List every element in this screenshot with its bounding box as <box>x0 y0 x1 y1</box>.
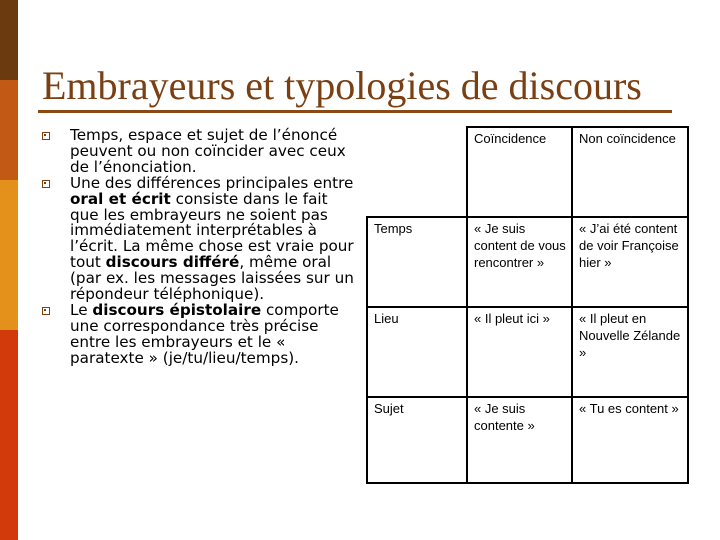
table-row-label: Sujet <box>367 397 467 483</box>
table-cell: « Il pleut en Nouvelle Zélande » <box>572 307 688 397</box>
table-cell: « Il pleut ici » <box>467 307 572 397</box>
bullet-emphasis: discours épistolaire <box>92 300 262 319</box>
bullet-list <box>42 128 354 367</box>
decorative-strip-top <box>0 0 18 80</box>
square-bullet-icon <box>42 307 50 315</box>
table-header-cell: Coïncidence <box>467 127 572 217</box>
bullet-text: Le <box>70 300 93 319</box>
bullet-item <box>42 128 354 176</box>
embrayeurs-table <box>366 126 689 484</box>
table-row <box>367 217 688 307</box>
slide-title: Embrayeurs et typologies de discours <box>42 63 642 108</box>
table-cell: « Je suis content de vous rencontrer » <box>467 217 572 307</box>
table-row-label: Temps <box>367 217 467 307</box>
table-row-label: Lieu <box>367 307 467 397</box>
table-cell: « Je suis contente » <box>467 397 572 483</box>
table-cell: « Tu es content » <box>572 397 688 483</box>
table-row <box>367 307 688 397</box>
table-cell: « J’ai été content de voir Françoise hier » <box>572 217 688 307</box>
square-bullet-icon <box>42 132 50 140</box>
decorative-strip-bottom <box>0 330 18 540</box>
table-header-cell: Non coïncidence <box>572 127 688 217</box>
square-bullet-icon <box>42 180 50 188</box>
bullet-emphasis: oral et écrit <box>70 189 171 208</box>
decorative-strip-upper <box>0 80 18 180</box>
bullet-text: consiste dans le fait que les embrayeurs ne soient pas immédiatement interprétables à l’écrit. La même chose est vraie pour tout <box>70 189 354 272</box>
title-underline <box>38 110 672 113</box>
bullet-text: , même oral (par ex. les messages laissées sur un répondeur téléphonique). <box>70 253 354 304</box>
bullet-item <box>42 173 354 304</box>
bullet-text: Une des différences principales entre <box>70 173 354 192</box>
decorative-strip-middle <box>0 180 18 330</box>
bullet-emphasis: discours différé <box>105 253 240 272</box>
bullet-text: Temps, espace et sujet de l’énoncé peuvent ou non coïncider avec ceux de l’énonciation. <box>70 126 346 176</box>
bullet-item <box>42 300 354 367</box>
table-corner-cell <box>367 127 467 217</box>
table-row <box>367 397 688 483</box>
bullet-text: comporte une correspondance très précise entre les embrayeurs et le « paratexte » (je/tu/lieu/temps). <box>70 300 339 367</box>
table-header-row <box>367 127 688 217</box>
